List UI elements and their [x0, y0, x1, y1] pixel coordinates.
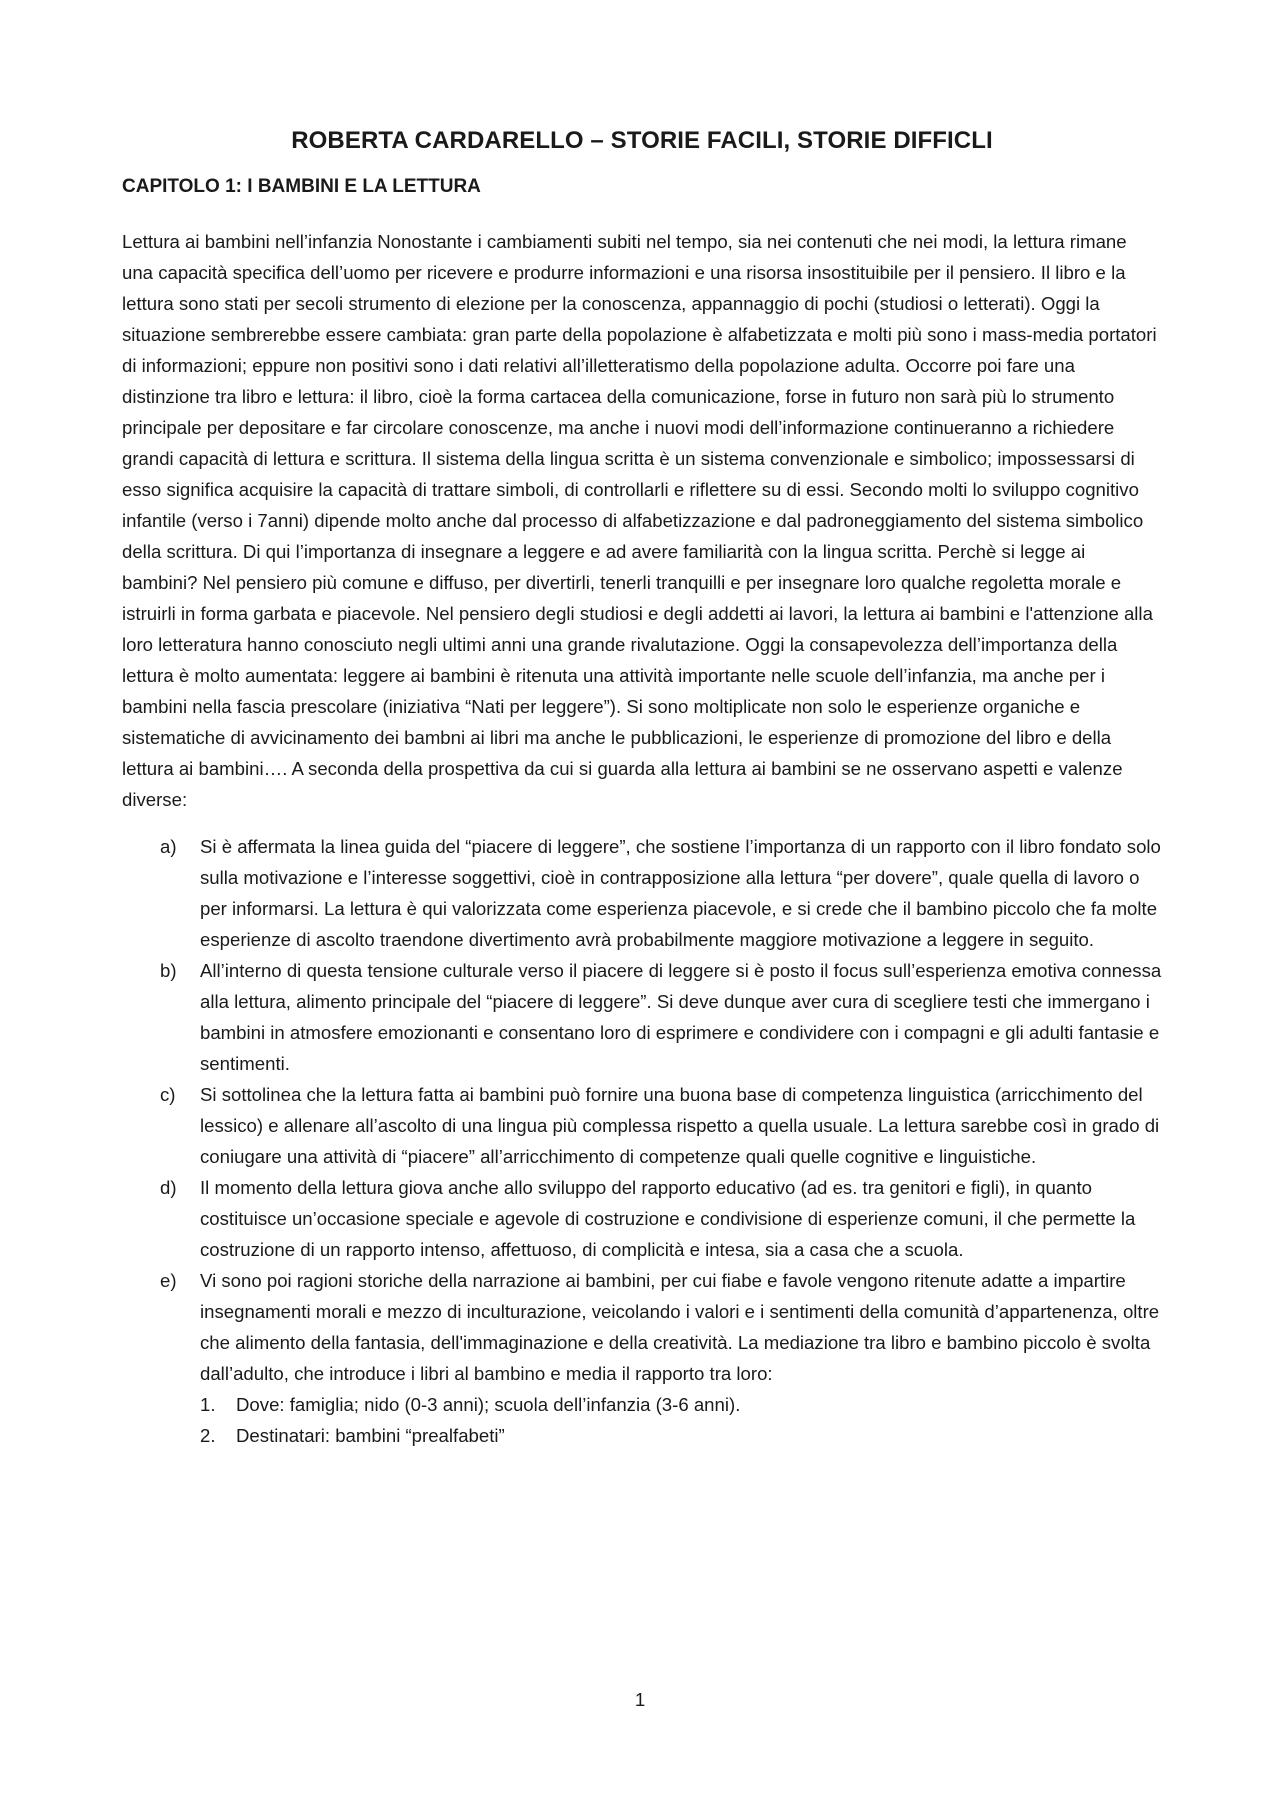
sublist-item [200, 1389, 1162, 1420]
intro-paragraph: Lettura ai bambini nell’infanzia Nonostante i cambiamenti subiti nel tempo, sia nei contenuti che nei modi, la lettura rimane una capacità specifica dell’uomo per ricevere e produrre informazioni e una risorsa insostituibile per il pensiero. Il libro e la lettura sono stati per secoli strumento di elezione per la conoscenza, appannaggio di pochi (studiosi o letterati). Oggi la situazione sembrerebbe essere cambiata: gran parte della popolazione è alfabetizzata e molti più sono i mass-media portatori di informazioni; eppure non positivi sono i dati relativi all’illetteratismo della popolazione adulta. Occorre poi fare una distinzione tra libro e lettura: il libro, cioè la forma cartacea della comunicazione, forse in futuro non sarà più lo strumento principale per depositare e far circolare conoscenze, ma anche i nuovi modi dell’informazione continueranno a richiedere grandi capacità di lettura e scrittura. Il sistema della lingua scritta è un sistema convenzionale e simbolico; impossessarsi di esso significa acquisire la capacità di trattare simboli, di controllarli e riflettere su di essi. Secondo molti lo sviluppo cognitivo infantile (verso i 7anni) dipende molto anche dal processo di alfabetizzazione e dal padroneggiamento del sistema simbolico della scrittura. Di qui l’importanza di insegnare a leggere e ad avere familiarità con la lingua scritta. Perchè si legge ai bambini? Nel pensiero più comune e diffuso, per divertirli, tenerli tranquilli e per insegnare loro qualche regoletta morale e istruirli in forma garbata e piacevole. Nel pensiero degli studiosi e degli addetti ai lavori, la lettura ai bambini e l'attenzione alla loro letteratura hanno conosciuto negli ultimi anni una grande rivalutazione. Oggi la consapevolezza dell’importanza della lettura è molto aumentata: leggere ai bambini è ritenuta una attività importante nelle scuole dell’infanzia, ma anche per i bambini nella fascia prescolare (iniziativa “Nati per leggere”). Si sono moltiplicate non solo le esperienze organiche e sistematiche di avvicinamento dei bambni ai libri ma anche le pubblicazioni, le esperienze di promozione del libro e della lettura ai bambini…. A seconda della prospettiva da cui si guarda alla lettura ai bambini se ne osservano aspetti e valenze diverse: [122, 231, 1157, 810]
list-marker: b) [160, 960, 177, 981]
list-item [122, 1172, 1162, 1265]
sublist-item-text: Destinatari: bambini “prealfabeti” [236, 1425, 505, 1446]
sublist-item [200, 1420, 1162, 1451]
list-marker: d) [160, 1177, 177, 1198]
sublist-item-text: Dove: famiglia; nido (0-3 anni); scuola dell’infanzia (3-6 anni). [236, 1394, 741, 1415]
sublist-marker: 2. [200, 1425, 216, 1446]
list-item [122, 955, 1162, 1079]
numbered-sublist [200, 1389, 1162, 1451]
list-item-text: Vi sono poi ragioni storiche della narrazione ai bambini, per cui fiabe e favole vengono ritenute adatte a impartire insegnamenti morali e mezzo di inculturazione, veicolando i valori e i sentimenti della comunità d’appartenenza, oltre che alimento della fantasia, dell'immaginazione e della creatività. La mediazione tra libro e bambino piccolo è svolta dall’adulto, che introduce i libri al bambino e media il rapporto tra loro: [200, 1270, 1160, 1384]
document-page [122, 126, 1162, 1451]
list-item-text: All’interno di questa tensione culturale verso il piacere di leggere si è posto il focus sull’esperienza emotiva connessa alla lettura, alimento principale del “piacere di leggere”. Si deve dunque aver cura di scegliere testi che immergano i bambini in atmosfere emozionanti e consentano loro di esprimere e condividere con i compagni e gli adulti fantasie e sentimenti. [200, 960, 1162, 1074]
list-item [122, 1079, 1162, 1172]
list-item-text: Si sottolinea che la lettura fatta ai bambini può fornire una buona base di competenza linguistica (arricchimento del lessico) e allenare all’ascolto di una lingua più complessa rispetto a quella usuale. La lettura sarebbe così in grado di coniugare una attività di “piacere” all’arricchimento di competenze quali quelle cognitive e linguistiche. [200, 1084, 1160, 1167]
list-marker: a) [160, 836, 177, 857]
list-marker: e) [160, 1270, 177, 1291]
list-item-text: Il momento della lettura giova anche allo sviluppo del rapporto educativo (ad es. tra genitori e figli), in quanto costituisce un’occasione speciale e agevole di costruzione e condivisione di esperienze comuni, il che permette la costruzione di un rapporto intenso, affettuoso, di complicità e intesa, sia a casa che a scuola. [200, 1177, 1136, 1260]
chapter-title: CAPITOLO 1: I BAMBINI E LA LETTURA [122, 176, 481, 197]
sublist-marker: 1. [200, 1394, 216, 1415]
list-item [122, 1265, 1162, 1451]
list-marker: c) [160, 1084, 176, 1105]
page-number: 1 [634, 1689, 646, 1710]
document-title: ROBERTA CARDARELLO – STORIE FACILI, STORIE DIFFICLI [291, 127, 993, 154]
alpha-list [122, 831, 1162, 1451]
list-item-text: Si è affermata la linea guida del “piacere di leggere”, che sostiene l’importanza di un rapporto con il libro fondato solo sulla motivazione e l’interesse soggettivi, cioè in contrapposizione alla lettura “per dovere”, quale quella di lavoro o per informarsi. La lettura è qui valorizzata come esperienza piacevole, e si crede che il bambino piccolo che fa molte esperienze di ascolto traendone divertimento avrà probabilmente maggiore motivazione a leggere in seguito. [200, 836, 1161, 950]
list-item [122, 831, 1162, 955]
